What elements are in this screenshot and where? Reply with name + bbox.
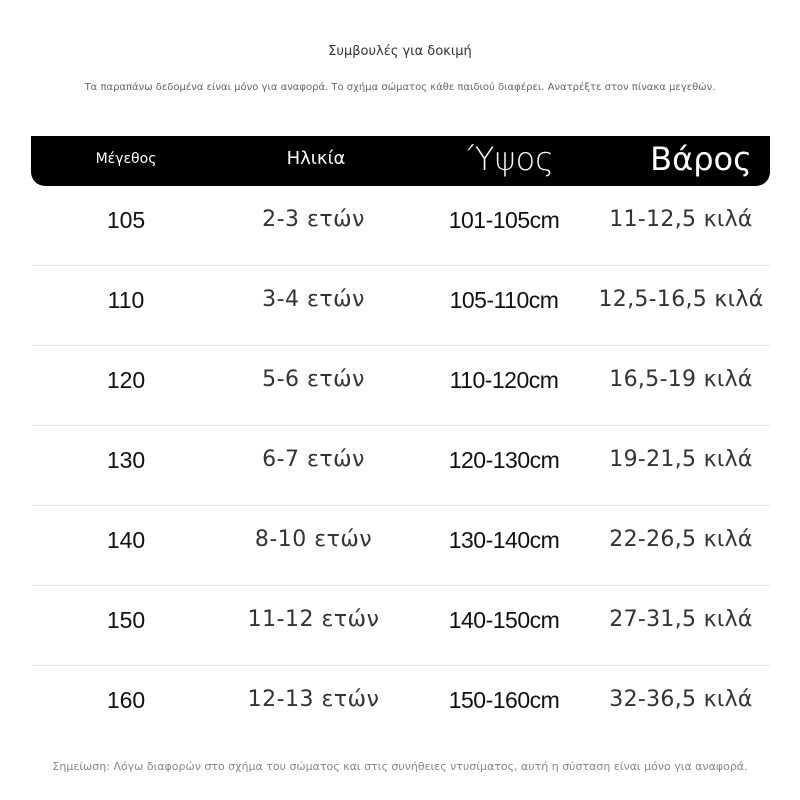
cell-age: 2-3 ετών (262, 207, 365, 232)
cell-height: 101-105cm (448, 207, 560, 233)
cell-height: 130-140cm (448, 527, 560, 553)
cell-weight: 19-21,5 κιλά (609, 447, 753, 472)
cell-weight: 11-12,5 κιλά (609, 207, 753, 232)
cell-size: 150 (106, 607, 146, 633)
cell-weight: 32-36,5 κιλά (609, 687, 753, 712)
table-row (31, 266, 770, 346)
footnote: Σημείωση: Λόγω διαφορών στο σχήμα του σώματος και στις συνήθειες ντυσίματος, αυτή η σύσταση είναι μόνο για αναφορά. (52, 760, 748, 773)
page-title: Συμβουλές για δοκιμή (328, 44, 472, 59)
table-row (31, 346, 770, 426)
cell-weight: 27-31,5 κιλά (609, 607, 753, 632)
cell-size: 130 (106, 447, 146, 473)
page-subtitle: Τα παραπάνω δεδομένα είναι μόνο για αναφορά. Το σχήμα σώματος κάθε παιδιού διαφέρει. Ανατρέξτε στον πίνακα μεγεθών. (84, 82, 716, 93)
table-row (31, 506, 770, 586)
cell-age: 5-6 ετών (262, 367, 365, 392)
column-header-height: Ύψος (468, 140, 554, 178)
cell-height: 140-150cm (448, 607, 560, 633)
table-row (31, 586, 770, 666)
cell-age: 3-4 ετών (262, 287, 365, 312)
cell-age: 6-7 ετών (262, 447, 365, 472)
size-table-body (31, 186, 770, 745)
cell-height: 120-130cm (448, 447, 560, 473)
cell-size: 110 (107, 287, 145, 313)
cell-size: 120 (106, 367, 146, 393)
cell-size: 140 (106, 527, 146, 553)
cell-size: 105 (106, 207, 146, 233)
cell-weight: 22-26,5 κιλά (609, 527, 753, 552)
cell-height: 150-160cm (448, 687, 560, 713)
cell-age: 11-12 ετών (247, 607, 380, 632)
cell-age: 8-10 ετών (254, 527, 373, 552)
table-row (31, 186, 770, 266)
column-header-age: Ηλικία (286, 148, 346, 169)
cell-height: 105-110cm (449, 287, 559, 313)
column-header-weight: Βάρος (650, 140, 752, 178)
cell-height: 110-120cm (449, 367, 559, 393)
column-header-size: Μέγεθος (95, 151, 157, 167)
table-row (31, 666, 770, 745)
cell-weight: 16,5-19 κιλά (609, 367, 753, 392)
cell-age: 12-13 ετών (247, 687, 380, 712)
size-table-header (31, 136, 770, 186)
cell-weight: 12,5-16,5 κιλά (598, 287, 764, 312)
cell-size: 160 (106, 687, 146, 713)
table-row (31, 426, 770, 506)
